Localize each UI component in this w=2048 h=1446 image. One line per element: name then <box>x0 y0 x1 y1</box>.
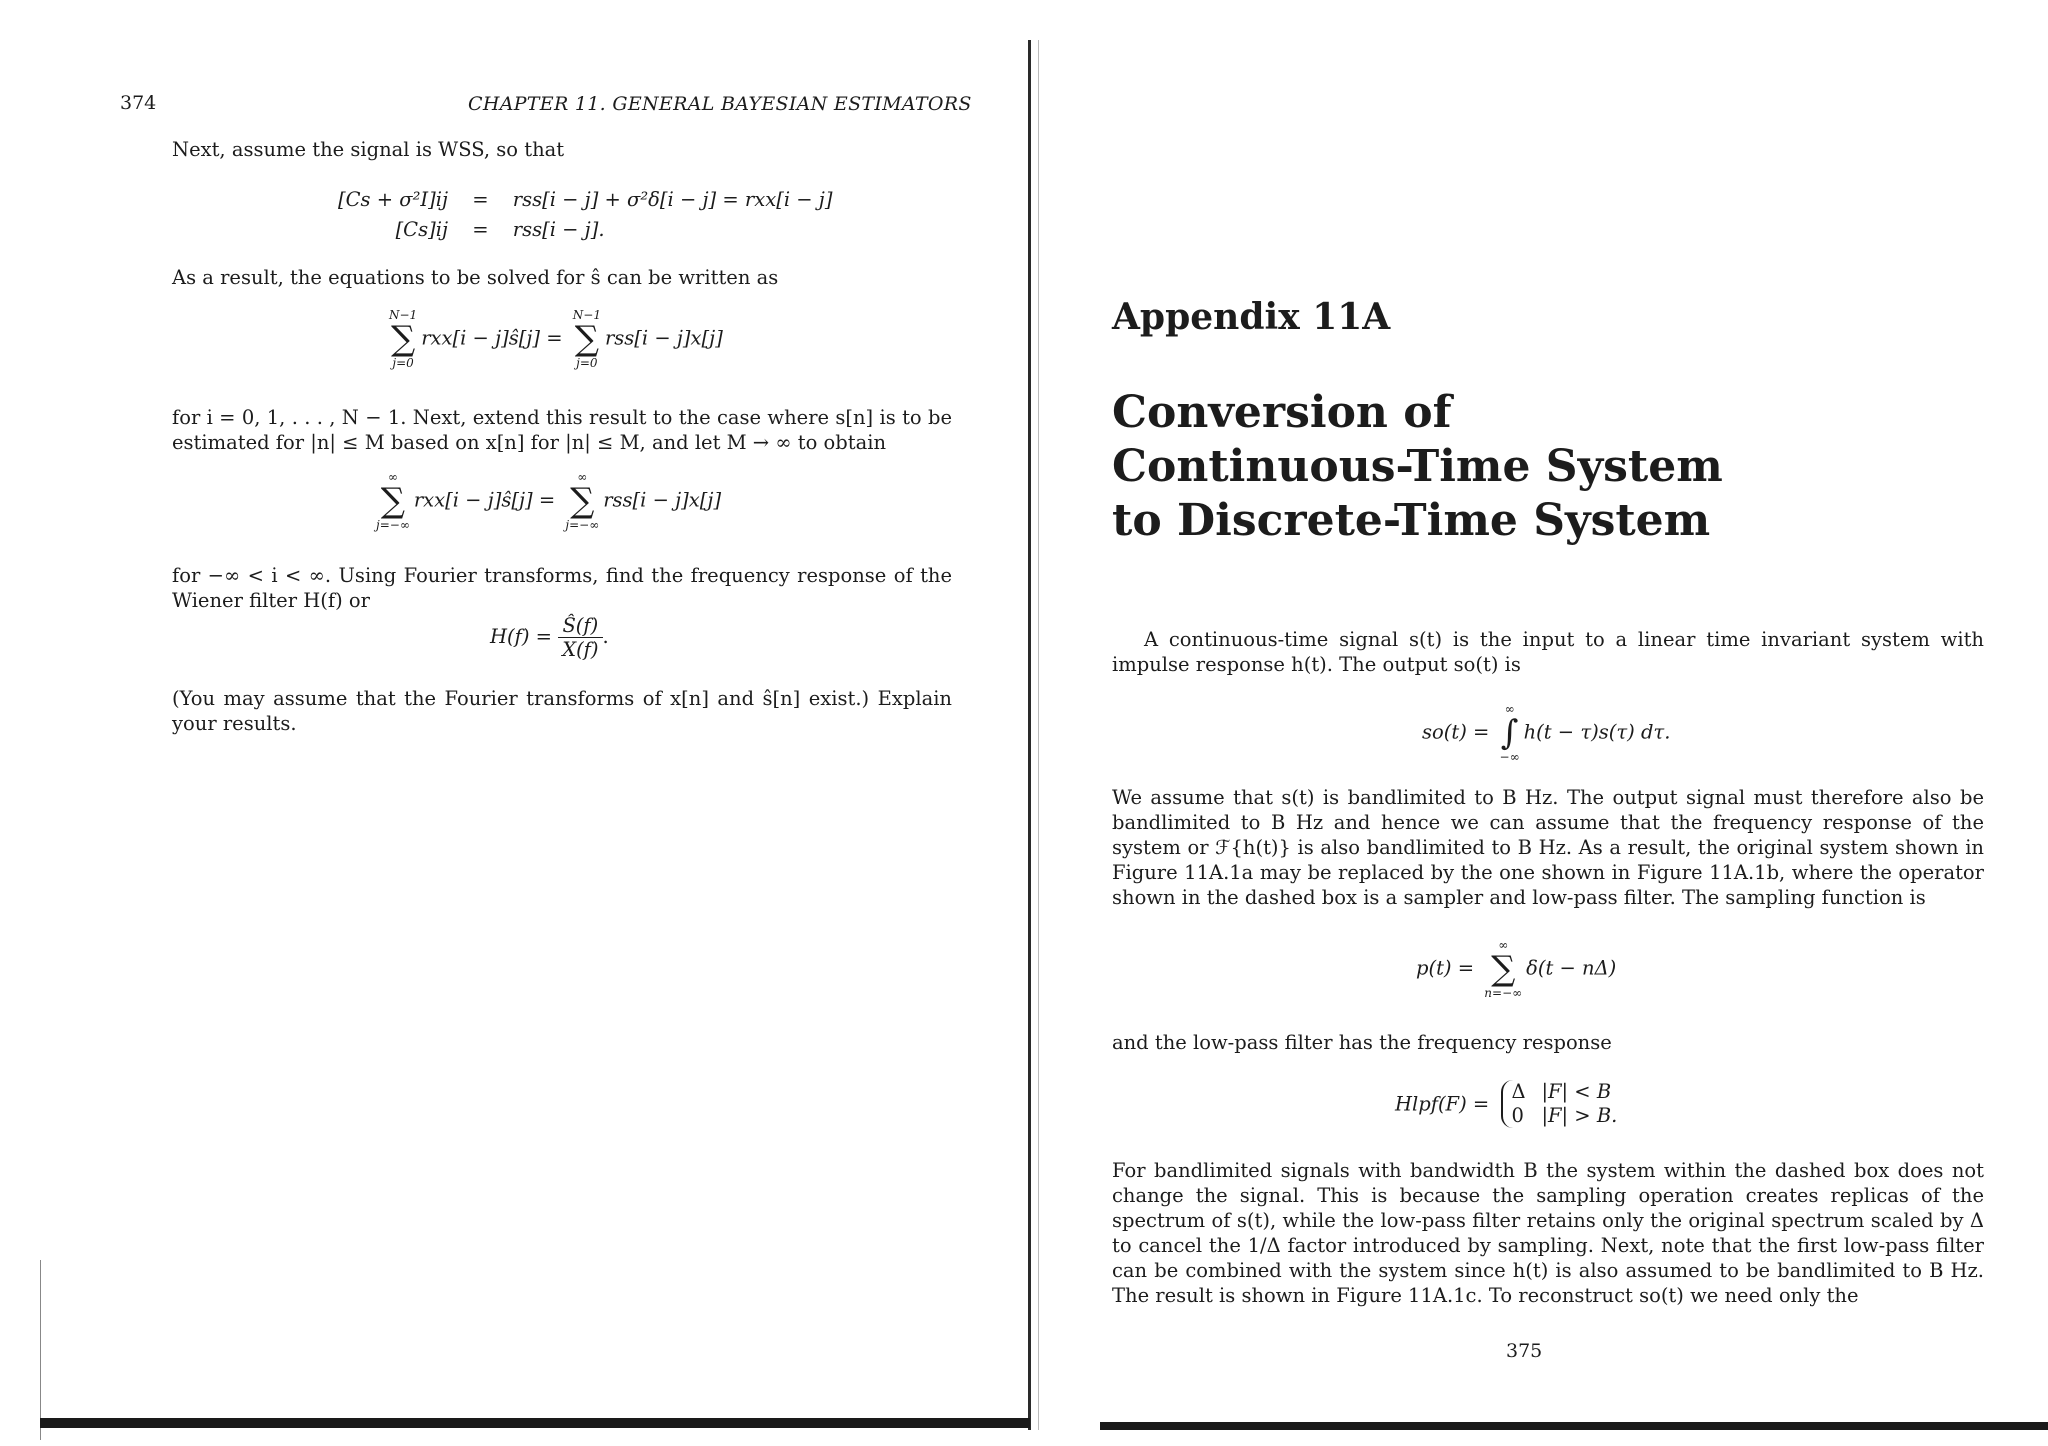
fraction <box>558 614 602 661</box>
sum-lower-limit: n=−∞ <box>1484 986 1523 1000</box>
sum-upper-limit: ∞ <box>387 470 398 484</box>
bottom-scan-edge-right <box>1100 1422 2048 1430</box>
summation-symbol: ∞ ∑ j=−∞ <box>376 470 410 532</box>
eq1-line1-lhs: [Cs + σ²I]ij <box>338 188 448 211</box>
integral-symbol: ∞ ∫ −∞ <box>1499 702 1520 764</box>
paragraph-fourier: for −∞ < i < ∞. Using Fourier transforms, find the frequency response of the Wiener filter H(f) or <box>172 564 952 612</box>
piecewise-cases <box>1501 1080 1617 1128</box>
eq-lpf-lhs: Hlpf(F) = <box>1395 1092 1490 1116</box>
title-line-3: to Discrete-Time System <box>1112 495 1711 546</box>
fraction-denominator: X(f) <box>562 638 599 661</box>
summation-symbol: ∞ ∑ n=−∞ <box>1484 938 1523 1000</box>
title-line-1: Conversion of <box>1112 387 1452 438</box>
paragraph-assume: (You may assume that the Fourier transforms of x[n] and ŝ[n] exist.) Explain your results. <box>172 687 952 735</box>
paragraph-explanation: For bandlimited signals with bandwidth B the system within the dashed box does not change the signal. This is because the sampling operation creates replicas of the spectrum of s(t), while the low-pass filter retains only the original spectrum scaled by Δ to cancel the 1/Δ factor introduced by sampling. Next, note that the first low-pass filter can be combined with the system since h(t) is also assumed to be bandlimited to B Hz. The result is shown in Figure 11A.1c. To reconstruct so(t) we need only the <box>1112 1159 1984 1307</box>
right-page <box>1040 0 2048 1446</box>
equation-covariance-line1: [Cs + σ²I]ij = rss[i − j] + σ²δ[i − j] = rxx[i − j] <box>318 188 832 211</box>
paragraph-extend: for i = 0, 1, . . . , N − 1. Next, extend this result to the case where s[n] is to be estimated for |n| ≤ M based on x[n] for |n| ≤ M, and let M → ∞ to obtain <box>172 406 952 454</box>
equation-convolution <box>1422 702 1670 764</box>
equation-sampling-function <box>1416 938 1616 1000</box>
case1-condition: |F| < B <box>1541 1080 1612 1103</box>
sum-upper-limit: ∞ <box>1498 938 1509 952</box>
eq3-left-term: rxx[i − j]ŝ[j] = <box>413 488 556 512</box>
integral-upper-limit: ∞ <box>1504 702 1515 716</box>
eq-conv-lhs: so(t) = <box>1422 720 1490 744</box>
eq2-left-term: rxx[i − j]ŝ[j] = <box>421 326 563 350</box>
equation-covariance-line2: [Cs]ij = rss[i − j]. <box>318 218 605 241</box>
sum-lower-limit: j=0 <box>576 356 598 370</box>
sum-lower-limit: j=−∞ <box>376 518 410 532</box>
paragraph-lowpass: and the low-pass filter has the frequency response <box>1112 1031 1612 1054</box>
eq2-right-term: rss[i − j]x[j] <box>604 326 723 350</box>
gutter-shadow <box>1038 40 1039 1430</box>
eq4-lhs: H(f) = <box>490 625 552 648</box>
equation-finite-sum <box>385 308 723 370</box>
case2-condition: |F| > B. <box>1541 1104 1618 1127</box>
equation-wiener-filter: H(f) = $\frac{Ŝ(f)}{X(f)}$ . <box>490 614 609 661</box>
eq1-line1-rhs: rss[i − j] + σ²δ[i − j] = rxx[i − j] <box>512 188 833 211</box>
paragraph-intro: A continuous-time signal s(t) is the input to a linear time invariant system with impulse response h(t). The output so(t) is <box>1112 628 1984 676</box>
paragraph-wss: Next, assume the signal is WSS, so that <box>172 138 565 161</box>
equation-infinite-sum <box>372 470 721 532</box>
integral-lower-limit: −∞ <box>1499 750 1520 764</box>
appendix-label: Appendix 11A <box>1112 296 1391 338</box>
equation-lowpass-filter <box>1395 1080 1617 1128</box>
case2-value: 0 <box>1511 1104 1524 1127</box>
summation-symbol: N−1 ∑ j=0 <box>389 308 418 370</box>
fraction-numerator: Ŝ(f) <box>558 614 602 638</box>
paragraph-result: As a result, the equations to be solved for ŝ can be written as <box>172 266 779 289</box>
summation-symbol: ∞ ∑ j=−∞ <box>565 470 600 532</box>
eq3-right-term: rss[i − j]x[j] <box>603 488 722 512</box>
appendix-title <box>1112 386 1723 548</box>
eq1-line2-lhs: [Cs]ij <box>395 218 448 241</box>
eq-sampling-rhs: δ(t − nΔ) <box>1526 956 1617 980</box>
bottom-scan-edge-left <box>40 1418 1030 1428</box>
title-line-2: Continuous-Time System <box>1112 441 1723 492</box>
eq1-line2-rhs: rss[i − j]. <box>512 218 605 241</box>
sum-lower-limit: j=−∞ <box>565 518 600 532</box>
sum-upper-limit: ∞ <box>577 470 588 484</box>
page-number-left: 374 <box>120 92 157 114</box>
sum-lower-limit: j=0 <box>392 356 414 370</box>
running-head: CHAPTER 11. GENERAL BAYESIAN ESTIMATORS <box>468 93 972 115</box>
sum-upper-limit: N−1 <box>572 308 601 322</box>
sum-upper-limit: N−1 <box>389 308 418 322</box>
left-edge-mark <box>40 1260 41 1440</box>
eq-sampling-lhs: p(t) = <box>1416 956 1475 980</box>
eq-conv-rhs: h(t − τ)s(τ) dτ. <box>1523 720 1671 744</box>
page-number-right: 375 <box>1506 1340 1543 1362</box>
case1-value: Δ <box>1511 1080 1526 1103</box>
paragraph-bandlimited: We assume that s(t) is bandlimited to B Hz. The output signal must therefore also be bandlimited to B Hz and hence we can assume that the frequency response of the system or ℱ{h(t)} is also bandlimited to B Hz. As a result, the original system shown in Figure 11A.1a may be replaced by the one shown in Figure 11A.1b, where the operator shown in the dashed box is a sampler and low-pass filter. The sampling function is <box>1112 786 1984 909</box>
gutter-rule <box>1028 40 1031 1430</box>
summation-symbol: N−1 ∑ j=0 <box>572 308 601 370</box>
